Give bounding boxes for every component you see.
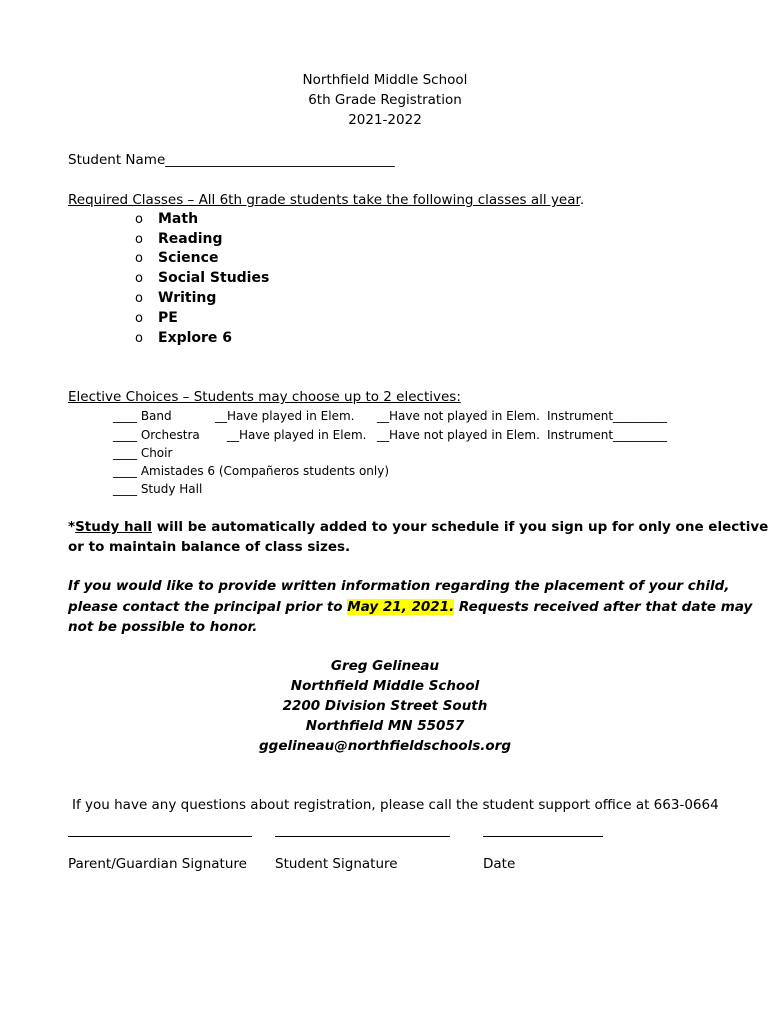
parent-signature-line[interactable]: [68, 836, 252, 837]
written-info-line1: If you would like to provide written information regarding the placement of your child,: [68, 578, 730, 594]
band-not-played-option[interactable]: __Have not played in Elem.: [377, 409, 540, 423]
orchestra-played-option[interactable]: __Have played in Elem.: [227, 428, 367, 442]
bullet-icon: o: [135, 251, 143, 266]
required-classes-heading: [68, 192, 584, 208]
contact-address: 2200 Division Street South: [282, 698, 488, 714]
band-played-option[interactable]: __Have played in Elem.: [215, 409, 355, 423]
course-social-studies: Social Studies: [158, 270, 270, 286]
study-hall-note-line2: or to maintain balance of class sizes.: [68, 539, 351, 555]
date-label: Date: [483, 856, 516, 872]
required-heading-period: .: [579, 192, 585, 208]
written-info-line3: not be possible to honor.: [68, 619, 258, 635]
date-signature-line[interactable]: [483, 836, 603, 837]
student-signature-label: Student Signature: [275, 856, 398, 872]
contact-school: Northfield Middle School: [290, 678, 480, 694]
contact-city: Northfield MN 55057: [305, 718, 465, 734]
elective-row-orchestra[interactable]: [113, 428, 713, 444]
study-hall-note-line1: [68, 519, 768, 535]
bullet-icon: o: [135, 232, 143, 247]
bullet-icon: o: [135, 331, 143, 346]
elective-study-hall-option[interactable]: ____ Study Hall: [113, 482, 203, 496]
student-name-label: Student Name: [68, 152, 166, 168]
course-explore-6: Explore 6: [158, 330, 233, 346]
contact-name: Greg Gelineau: [330, 658, 440, 674]
written-info-post: Requests received after that date may: [454, 599, 753, 615]
school-name: Northfield Middle School: [302, 72, 468, 88]
required-heading-text: Required Classes – All 6th grade students take the following classes all year: [68, 192, 580, 208]
bullet-icon: o: [135, 271, 143, 286]
orchestra-instrument-field[interactable]: Instrument_________: [547, 428, 668, 442]
orchestra-not-played-option[interactable]: __Have not played in Elem.: [377, 428, 540, 442]
elective-amistades-option[interactable]: ____ Amistades 6 (Compañeros students only): [113, 464, 390, 478]
course-math: Math: [158, 211, 199, 227]
course-pe: PE: [158, 310, 178, 326]
written-info-pre: please contact the principal prior to: [68, 599, 348, 615]
questions-text: If you have any questions about registration, please call the student support office at 663-0664: [72, 797, 719, 813]
study-hall-term: Study hall: [75, 519, 152, 535]
course-writing: Writing: [158, 290, 217, 306]
band-instrument-field[interactable]: Instrument_________: [547, 409, 668, 423]
written-info-line2: [68, 599, 752, 615]
course-reading: Reading: [158, 231, 223, 247]
note-star: *: [68, 519, 76, 535]
student-name-line[interactable]: [68, 152, 395, 168]
form-title: 6th Grade Registration: [308, 92, 462, 108]
student-signature-line[interactable]: [275, 836, 450, 837]
bullet-icon: o: [135, 311, 143, 326]
elective-orchestra-option[interactable]: ____ Orchestra: [113, 428, 200, 442]
contact-email: ggelineau@northfieldschools.org: [259, 738, 511, 754]
school-year: 2021-2022: [348, 112, 422, 128]
student-name-blank[interactable]: __________________________________: [165, 152, 395, 168]
bullet-icon: o: [135, 212, 143, 227]
elective-choir-option[interactable]: ____ Choir: [113, 446, 173, 460]
parent-signature-label: Parent/Guardian Signature: [68, 856, 247, 872]
elective-row-band[interactable]: [113, 409, 713, 425]
deadline-date-highlight: May 21, 2021.: [347, 599, 455, 615]
bullet-icon: o: [135, 291, 143, 306]
electives-heading: Elective Choices – Students may choose up to 2 electives:: [68, 389, 461, 405]
course-science: Science: [158, 250, 219, 266]
elective-band-option[interactable]: ____ Band: [113, 409, 172, 423]
note-text: will be automatically added to your schedule if you sign up for only one elective: [152, 519, 769, 535]
